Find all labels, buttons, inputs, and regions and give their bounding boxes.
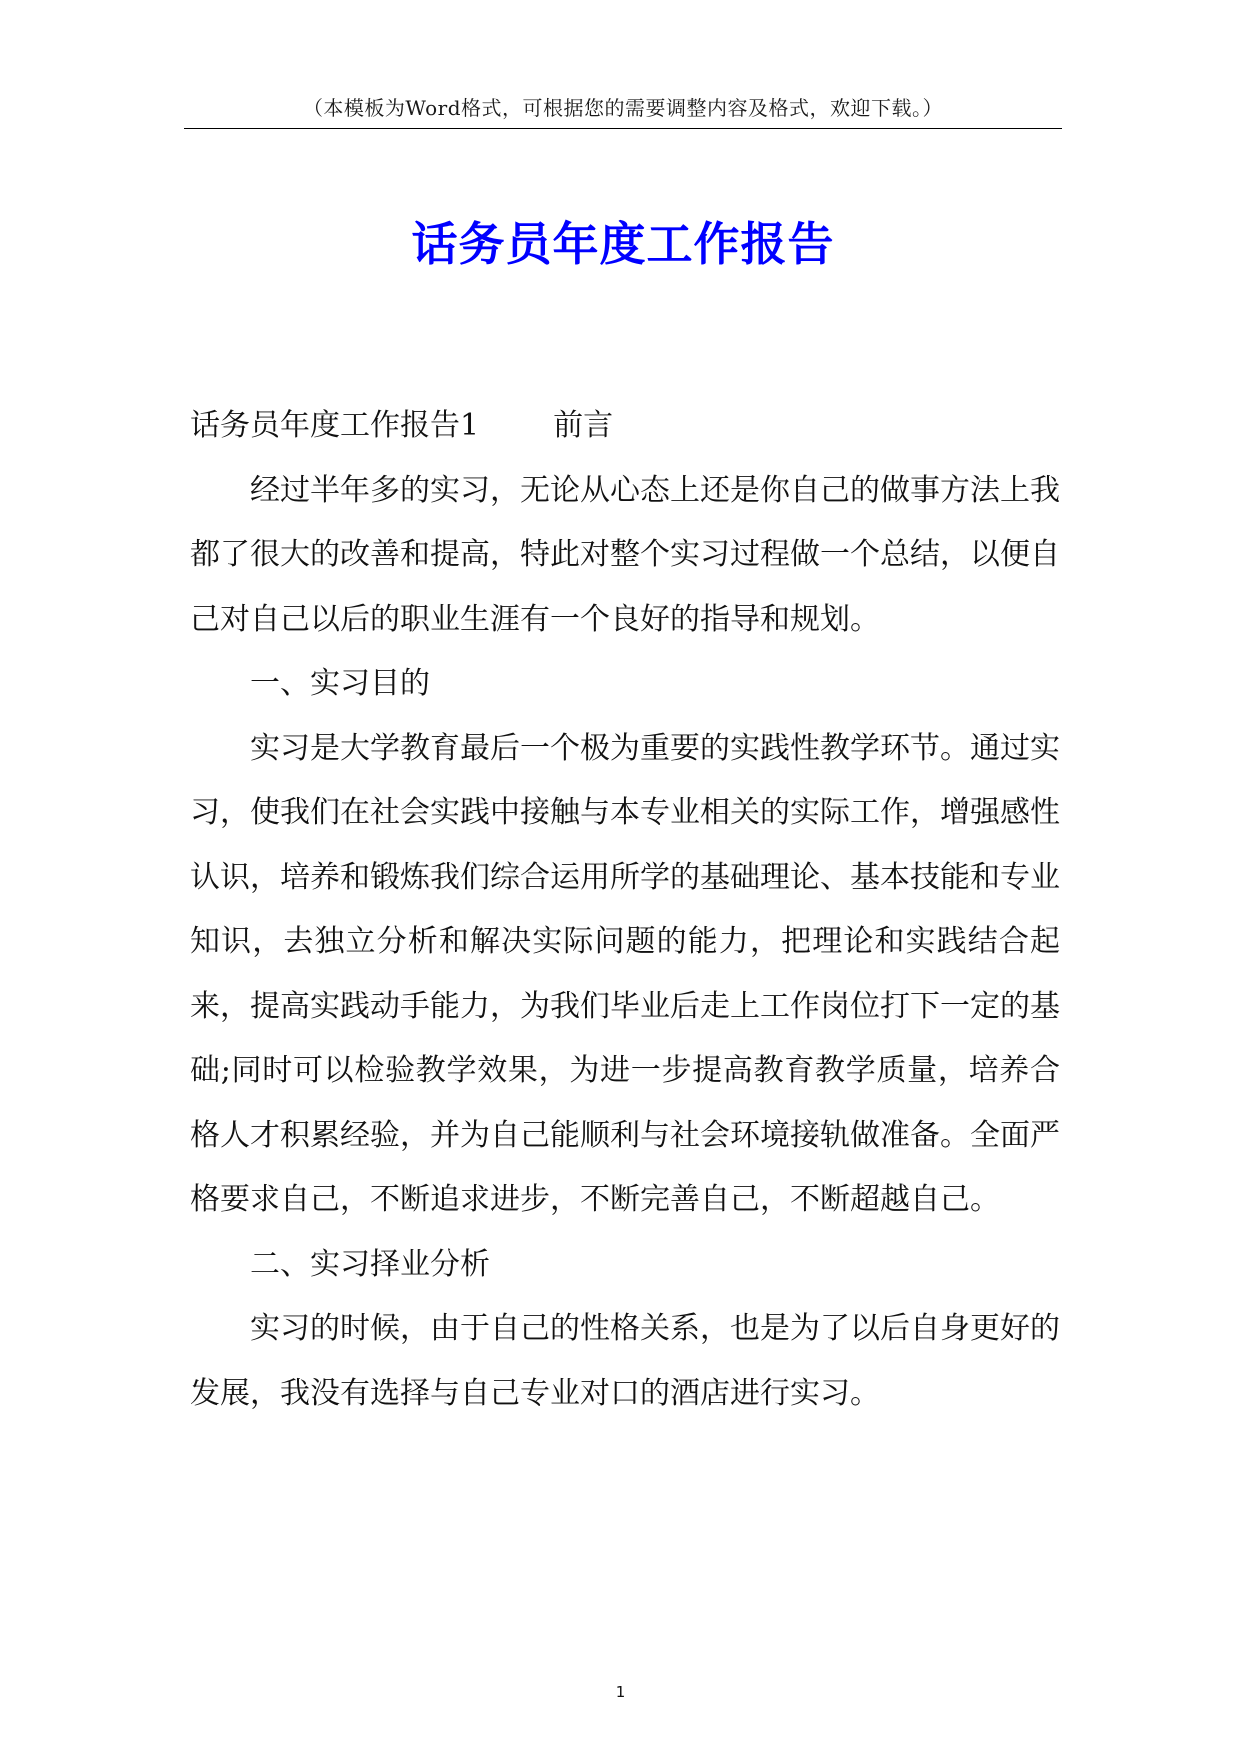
paragraph-intro: 经过半年多的实习，无论从心态上还是你自己的做事方法上我都了很大的改善和提高，特此对整个实习过程做一个总结，以便自己对自己以后的职业生涯有一个良好的指导和规划。 [190,472,1060,637]
header-note: （本模板为Word格式，可根据您的需要调整内容及格式，欢迎下载。） [302,96,944,120]
report-heading-line [190,394,1060,459]
document-body [190,394,1060,1426]
report-subtitle: 话务员年度工作报告1 [190,408,480,443]
preface-label: 前言 [553,408,614,443]
paragraph-career-analysis: 实习的时候，由于自己的性格关系，也是为了以后自身更好的发展，我没有选择与自己专业对口的酒店进行实习。 [190,1311,1060,1411]
paragraph-internship-purpose: 实习是大学教育最后一个极为重要的实践性教学环节。通过实习，使我们在社会实践中接触与本专业相关的实际工作，增强感性认识，培养和锻炼我们综合运用所学的基础理论、基本技能和专业知识，去独立分析和解决实际问题的能力，把理论和实践结合起来，提高实践动手能力，为我们毕业后走上工作岗位打下一定的基础;同时可以检验教学效果，为进一步提高教育教学质量，培养合格人才积累经验，并为自己能顺利与社会环境接轨做准备。全面严格要求自己，不断追求进步，不断完善自己，不断超越自己。 [190,730,1060,1217]
header-divider [184,128,1062,129]
section-heading-career-analysis: 二、实习择业分析 [250,1246,490,1282]
page-number: 1 [615,1683,626,1701]
section-heading-internship-purpose: 一、实习目的 [250,666,430,701]
document-title: 话务员年度工作报告 [411,217,835,271]
